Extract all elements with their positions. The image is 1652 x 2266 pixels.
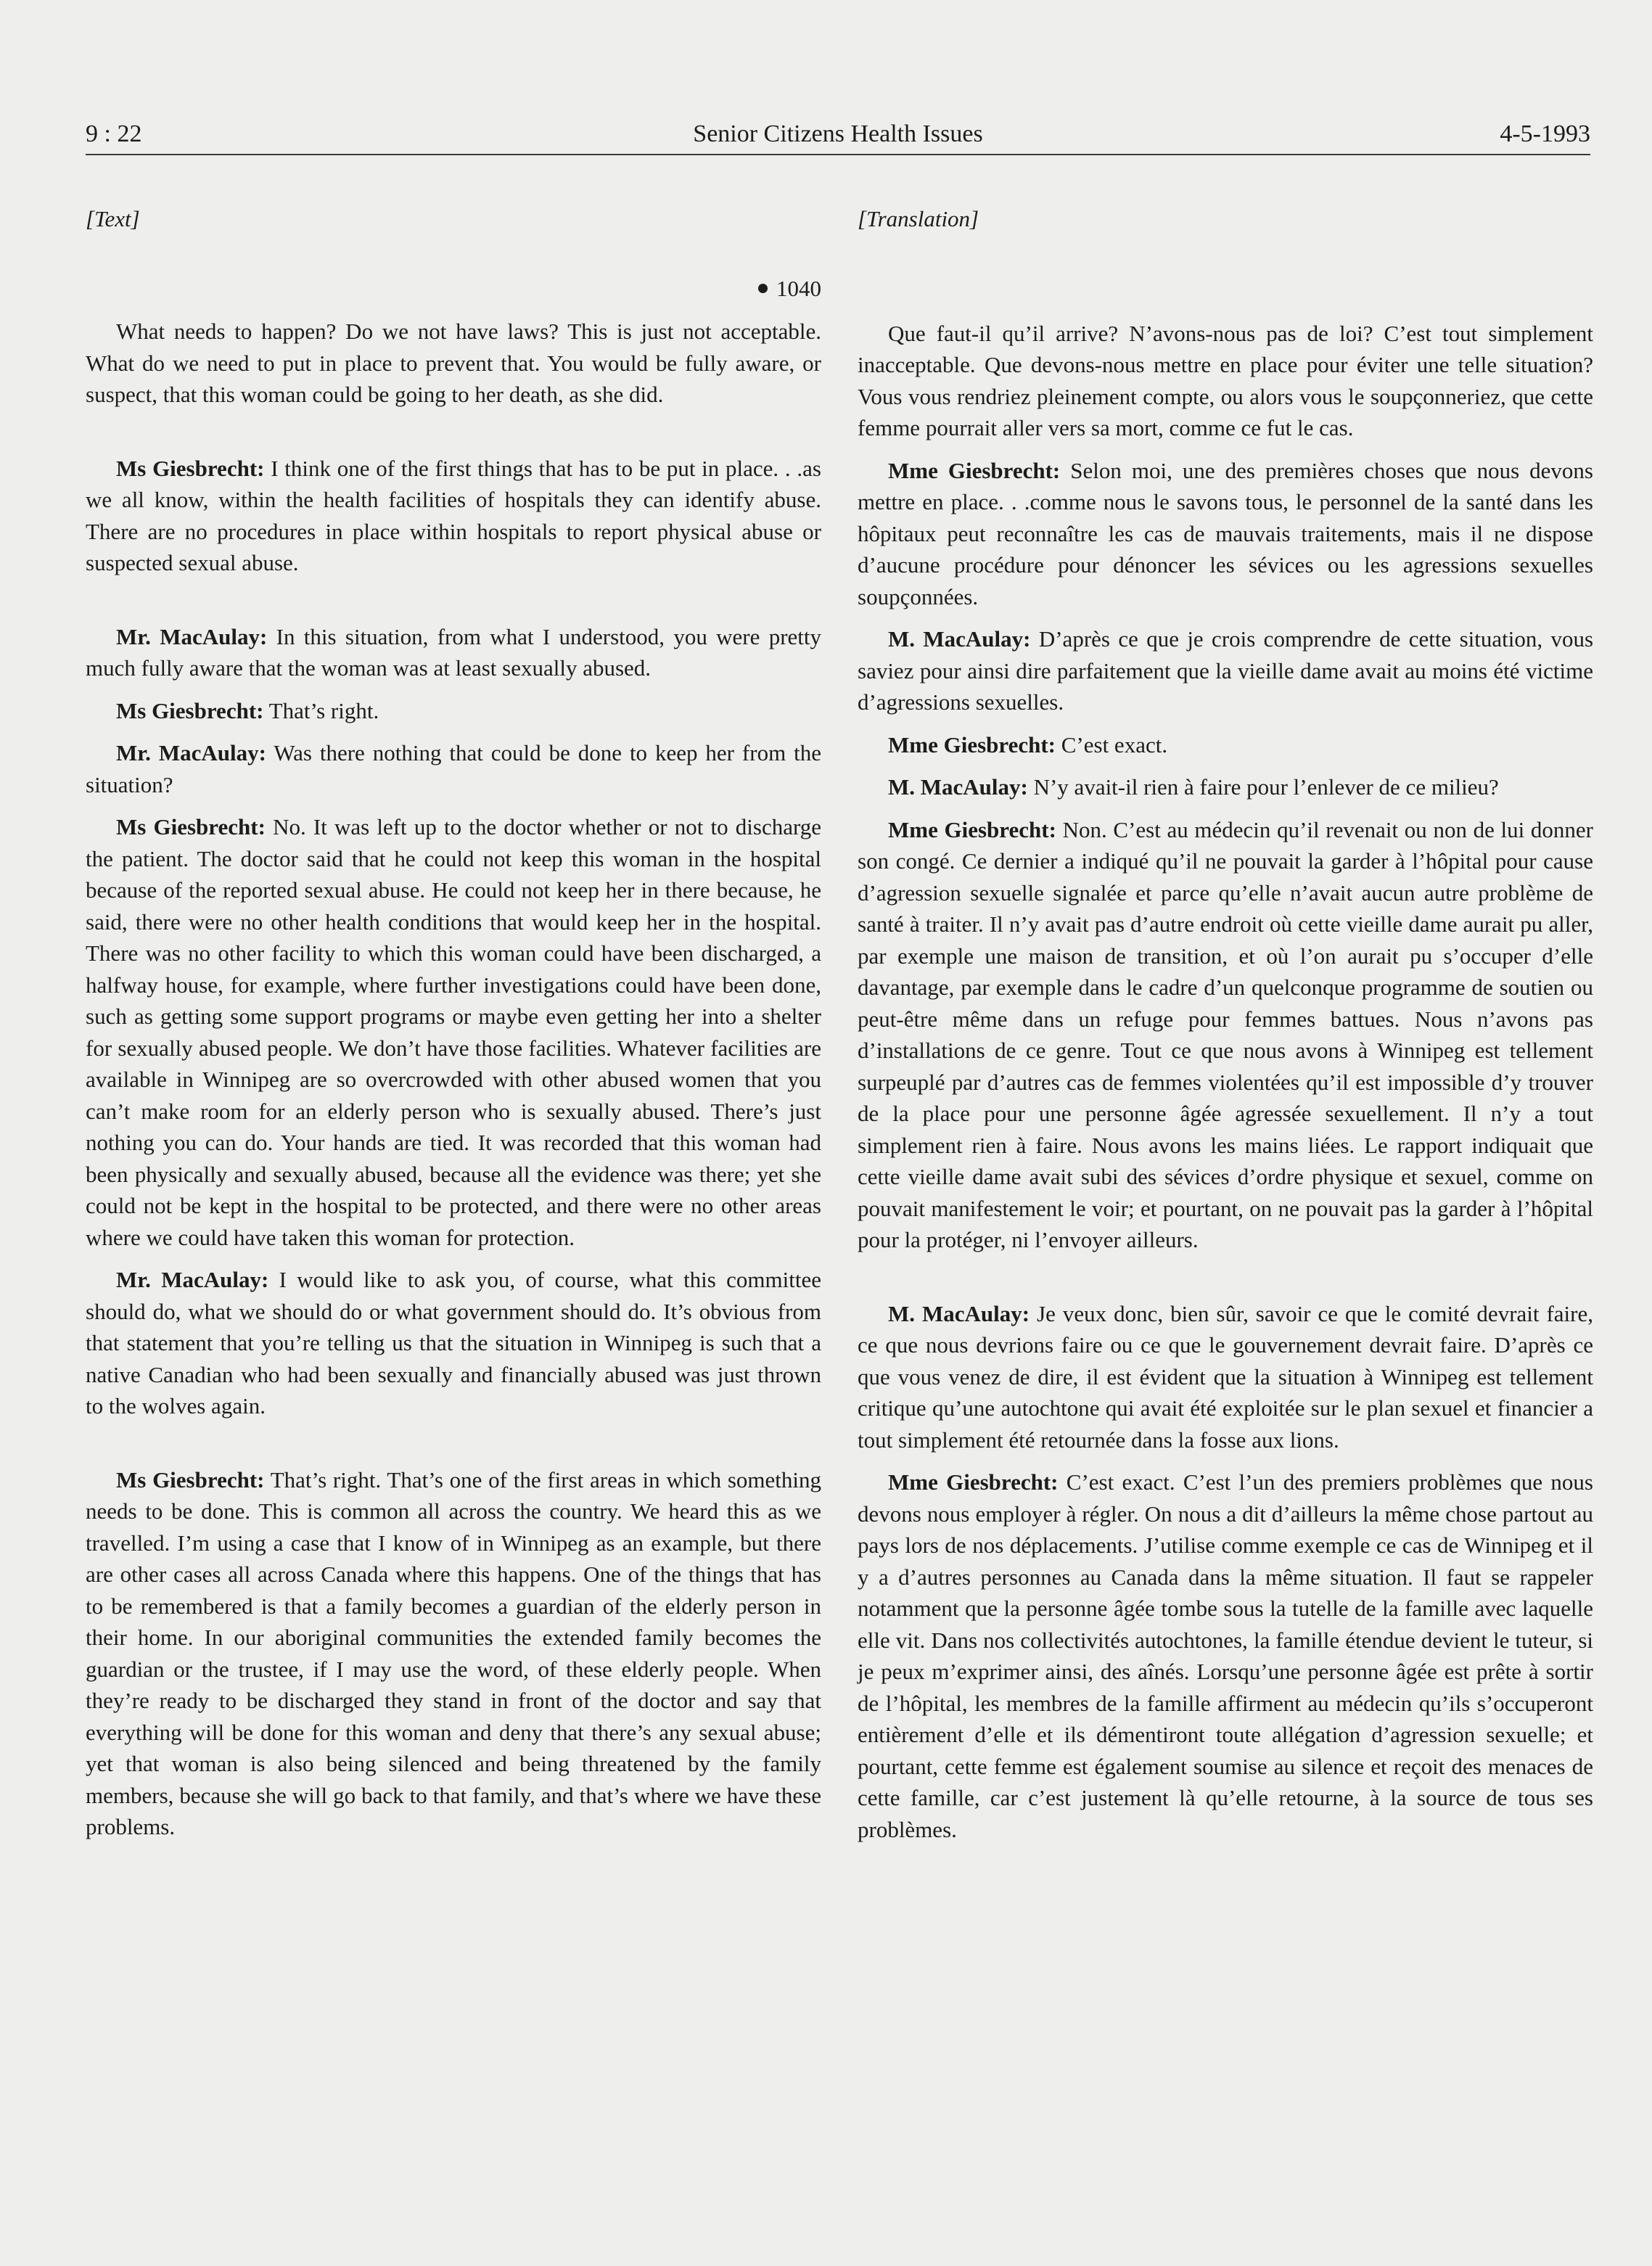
paragraph: M. MacAulay: Je veux donc, bien sûr, savoir ce que le comité devrait faire, ce que nous devrions faire ou ce que le gouvernement devrait faire. D’après ce que vous venez de dire, il est évident que la situation à Winnipeg est tellement critique qu’une autochtone qui avait été exploitée sur le plan sexuel et financier a tout simplement été retournée dans la fosse aux lions. [858, 1300, 1594, 1453]
paragraph: Mme Giesbrecht: C’est exact. [888, 731, 1168, 758]
speaker-name: Mme Giesbrecht: [888, 457, 1061, 483]
speaker-name: M. MacAulay: [888, 626, 1031, 652]
paragraph: Ms Giesbrecht: I think one of the first things that has to be put in place. . .as we all know, within the health facilities of hospitals they can identify abuse. There are no procedures in place within hospitals to report physical abuse or suspected sexual abuse. [86, 455, 821, 575]
speaker-name: Mr. MacAulay: [116, 1267, 269, 1292]
paragraph: Ms Giesbrecht: No. It was left up to the doctor whether or not to discharge the patient. The doctor said that he could not keep this woman in the hospital because of the reported sexual abuse. He could not keep her in there because, he said, there were no other health conditions that would keep her in the hospital. There was no other facility to which this woman could have been discharged, a halfway house, for example, where further investigations could have been done, such as getting some support programs or maybe even getting her into a shelter for sexually abused people. We don’t have those facilities. Whatever facilities are available in Winnipeg are so overcrowded with other abused women that you can’t make room for an elderly person who is sexually abused. There’s just nothing you can do. Your hands are tied. It was recorded that this woman had been physically and sexually abused, because all the evidence was there; yet she could not be kept in the hospital to be protected, and there were no other areas where we could have taken this woman for protection. [86, 814, 821, 1250]
paragraph: Mme Giesbrecht: Selon moi, une des premières choses que nous devons mettre en place. . .comme nous le savons tous, le personnel de la santé dans les hôpitaux peut reconnaître les cas de mauvais traitements, mais il ne dispose d’aucune procédure pour dénoncer les sévices ou les agressions sexuelles soupçonnées. [858, 457, 1593, 609]
paragraph: Que faut-il qu’il arrive? N’avons-nous pas de loi? C’est tout simplement inacceptable. Que devons-nous mettre en place pour éviter une telle situation? Vous vous rendriez pleinement compte, ou alors vous le soupçonneriez, que cette femme pourrait aller vers sa mort, comme ce fut le cas. [858, 320, 1593, 440]
time-marker-value: 1040 [776, 275, 821, 301]
speaker-name: Mme Giesbrecht: [888, 816, 1056, 842]
paragraph: What needs to happen? Do we not have laws? This is just not acceptable. What do we need to put in place to prevent that. You would be fully aware, or suspect, that this woman could be going to her death, as she did. [86, 319, 821, 407]
translation-label: [Translation] [858, 206, 979, 231]
bullet-icon [758, 284, 768, 293]
paragraph: Ms Giesbrecht: That’s right. That’s one of the first areas in which something needs to be done. This is common all across the country. We heard this as we travelled. I’m using a case that I know of in Winnipeg as an example, but there are other cases all across Canada where this happens. One of the things that has to be remembered is that a family becomes a guardian of the elderly person in their home. In our aboriginal communities the extended family becomes the guardian or the trustee, if I may use the word, of these elderly people. When they’re ready to be discharged they stand in front of the doctor and say that everything will be done for this woman and deny that there’s any sexual abuse; yet that woman is also being silenced and being threatened by the family members, because she will go back to that family, and that’s where we have these problems. [86, 1466, 821, 1839]
paragraph: Mme Giesbrecht: C’est exact. C’est l’un des premiers problèmes que nous devons nous employer à régler. On nous a dit d’ailleurs la même chose partout au pays lors de nos déplacements. J’utilise comme exemple ce cas de Winnipeg et il y a d’autres personnes au Canada dans la même situation. Il faut se rappeler notamment que la personne âgée tombe sous la tutelle de la famille avec laquelle elle vit. Dans nos collectivités autochtones, la famille étendue devient le tuteur, si je peux m’exprimer ainsi, des aînés. Lorsqu’une personne âgée est prête à sortir de l’hôpital, les membres de la famille affirment au médecin qu’ils s’occuperont entièrement d’elle et ils démentiront toute allégation d’agression sexuelle; et pourtant, cette femme est également soumise au silence et reçoit des menaces de cette famille, car c’est justement là qu’elle retourne, à la source de tous ses problèmes. [858, 1469, 1593, 1842]
speaker-name: Mme Giesbrecht: [888, 1469, 1059, 1495]
paragraph: M. MacAulay: D’après ce que je crois comprendre de cette situation, vous saviez pour ainsi dire parfaitement que la vieille dame avait au moins été victime d’agressions sexuelles. [858, 626, 1594, 715]
speaker-name: Mme Giesbrecht: [888, 731, 1056, 758]
marker-spacer [858, 273, 1593, 318]
paragraph: Mr. MacAulay: In this situation, from what I understood, you were pretty much fully aware that the woman was at least sexually abused. [86, 623, 822, 681]
running-header [86, 116, 1590, 155]
speaker-name: Ms Giesbrecht: [116, 697, 264, 723]
paragraph: Mme Giesbrecht: Non. C’est au médecin qu’il revenait ou non de lui donner son congé. Ce dernier a indiqué qu’il ne pouvait la garder à l’hôpital pour cause d’agression sexuelle signalée et parce qu’elle n’avait aucun autre problème de santé à traiter. Il n’y avait pas d’autre endroit où cette vieille dame aurait pu aller, par exemple une maison de transition, et où l’on aurait pu s’occuper d’elle davantage, par exemple dans le cadre d’un quelconque programme de soutien ou peut-être même dans un refuge pour femmes battues. Nous n’avons pas d’installations de ce genre. Tout ce que nous avons à Winnipeg est tellement surpeuplé par d’autres cas de femmes violentées qu’il est impossible d’y trouver de la place pour une personne âgée agressée sexuellement. Il n’y a tout simplement rien à faire. Nous avons les mains liées. Le rapport indiquait que cette vieille dame avait subi des sévices d’ordre physique et sexuel, comme on pouvait manifestement le voir; et pourtant, on ne pouvait pas la garder à l’hôpital pour la protéger, ni l’envoyer ailleurs. [858, 816, 1593, 1252]
speaker-name: Ms Giesbrecht: [116, 814, 266, 840]
paragraph: Mr. MacAulay: I would like to ask you, of course, what this committee should do, what we should do or what government should do. It’s obvious from that statement that you’re telling us that the situation in Winnipeg is such that a native Canadian who had been sexually and financially abused was just thrown to the wolves again. [86, 1267, 821, 1419]
time-marker [86, 273, 821, 305]
speaker-name: Mr. MacAulay: [116, 623, 268, 649]
header-title: Senior Citizens Health Issues [693, 120, 983, 147]
speaker-name: Ms Giesbrecht: [116, 1466, 265, 1493]
speaker-name: M. MacAulay: [888, 1300, 1030, 1326]
speaker-name: Ms Giesbrecht: [116, 455, 265, 481]
speaker-name: M. MacAulay: [888, 774, 1028, 800]
paragraph: M. MacAulay: N’y avait-il rien à faire pour l’enlever de ce milieu? [888, 774, 1499, 800]
french-column [858, 203, 1593, 1856]
text-label: [Text] [86, 206, 140, 231]
paragraph: Ms Giesbrecht: That’s right. [116, 697, 379, 723]
header-date: 4-5-1993 [1500, 120, 1590, 147]
speaker-name: Mr. MacAulay: [116, 740, 266, 765]
english-column [86, 203, 821, 1854]
page-number: 9 : 22 [86, 120, 142, 147]
paragraph: Mr. MacAulay: Was there nothing that could be done to keep her from the situation? [86, 740, 821, 797]
